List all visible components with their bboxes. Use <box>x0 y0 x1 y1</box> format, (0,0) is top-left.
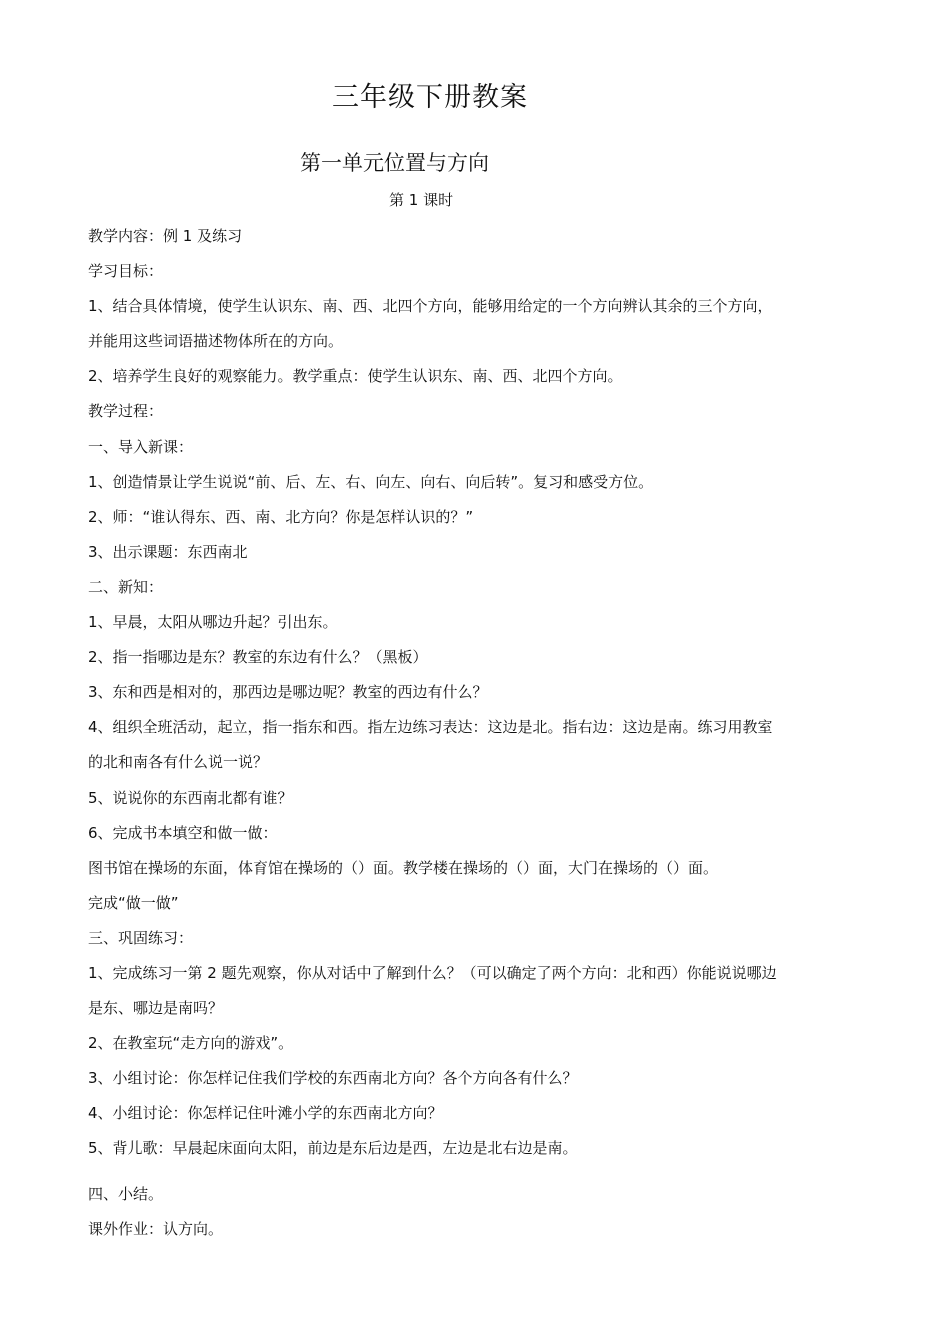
section-3-item-2: 2、在教室玩“走方向的游戏”。 <box>88 1034 294 1053</box>
section-2-item-4-line-a: 4、组织全班活动，起立，指一指东和西。指左边练习表达：这边是北。指右边：这边是南。练习用教室 <box>88 718 773 737</box>
section-3-item-5: 5、背儿歌：早晨起床面向太阳，前边是东后边是西，左边是北右边是南。 <box>88 1139 578 1158</box>
goal-1-line-b: 并能用这些词语描述物体所在的方向。 <box>88 332 344 351</box>
section-1-item-2: 2、师：“谁认得东、西、南、北方向？你是怎样认识的？” <box>88 507 474 526</box>
do-it-line: 完成“做一做” <box>88 893 179 912</box>
section-2-item-4-line-b: 的北和南各有什么说一说？ <box>88 753 269 772</box>
goal-2-line: 2、培养学生良好的观察能力。教学重点：使学生认识东、南、西、北四个方向。 <box>88 367 623 386</box>
section-1-item-1: 1、创造情景让学生说说“前、后、左、右、向左、向右、向后转”。复习和感受方位。 <box>88 472 654 491</box>
section-3-heading: 三、巩固练习： <box>88 928 194 947</box>
section-2-item-2: 2、指一指哪边是东？教室的东边有什么？（黑板） <box>88 648 428 667</box>
fill-blank-line: 图书馆在操场的东面，体育馆在操场的（）面。教学楼在操场的（）面，大门在操场的（）面。 <box>88 858 719 877</box>
homework-line: 课外作业：认方向。 <box>88 1219 224 1238</box>
learning-goals-heading: 学习目标： <box>88 262 164 281</box>
unit-title: 第一单元位置与方向 <box>300 151 489 175</box>
section-4-heading: 四、小结。 <box>88 1184 164 1203</box>
section-2-item-6: 6、完成书本填空和做一做： <box>88 823 278 842</box>
section-1-heading: 一、导入新课： <box>88 437 194 456</box>
section-2-item-1: 1、早晨，太阳从哪边升起？引出东。 <box>88 613 338 632</box>
section-2-item-5: 5、说说你的东西南北都有谁？ <box>88 788 293 807</box>
teaching-process-heading: 教学过程： <box>88 402 164 421</box>
section-3-item-3: 3、小组讨论：你怎样记住我们学校的东西南北方向？各个方向各有什么？ <box>88 1069 578 1088</box>
section-1-item-3: 3、出示课题：东西南北 <box>88 542 248 561</box>
section-2-heading: 二、新知： <box>88 577 164 596</box>
teaching-content-line: 教学内容：例 1 及练习 <box>88 227 243 245</box>
paragraph-gap <box>88 1170 878 1180</box>
section-3-item-4: 4、小组讨论：你怎样记住叶滩小学的东西南北方向？ <box>88 1104 443 1123</box>
section-3-item-1-line-b: 是东、哪边是南吗？ <box>88 999 224 1018</box>
section-2-item-3: 3、东和西是相对的，那西边是哪边呢？教室的西边有什么？ <box>88 683 488 702</box>
document-title: 三年级下册教案 <box>332 82 528 113</box>
section-3-item-1-line-a: 1、完成练习一第 2 题先观察，你从对话中了解到什么？（可以确定了两个方向：北和西）你能说说哪边 <box>88 963 777 982</box>
lesson-plan-body <box>88 222 878 1250</box>
lesson-label: 第 1 课时 <box>389 191 454 209</box>
goal-1-line-a: 1、结合具体情境，使学生认识东、南、西、北四个方向，能够用给定的一个方向辨认其余的三个方向， <box>88 297 773 316</box>
